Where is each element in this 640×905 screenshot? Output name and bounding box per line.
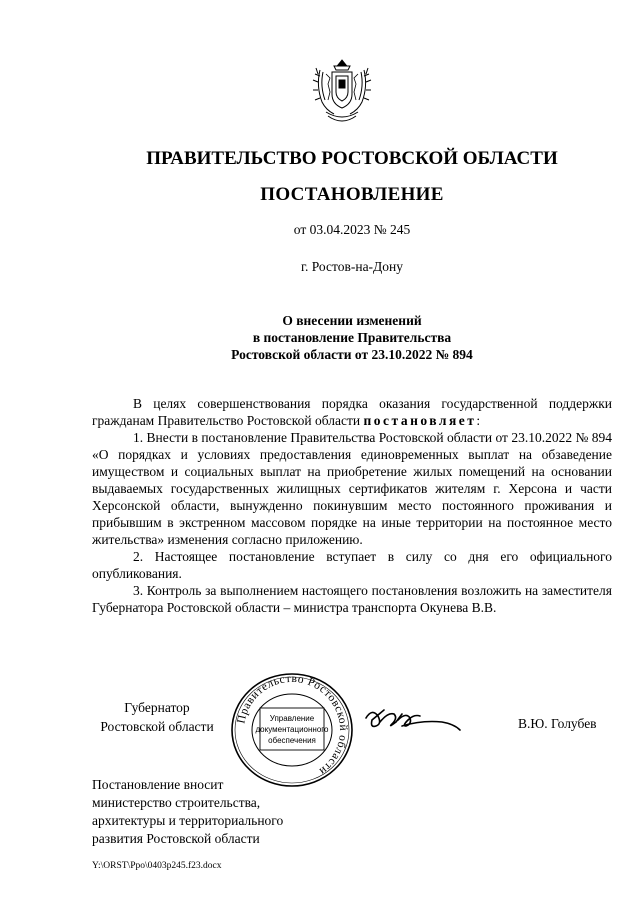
document-date-number: от 03.04.2023 № 245: [293, 222, 411, 237]
stamp-inner-line: Управление: [269, 714, 315, 723]
stamp-inner-line: обеспечения: [268, 736, 316, 745]
document-type: ПОСТАНОВЛЕНИЕ: [260, 184, 444, 205]
preamble-text: В целях совершенствования порядка оказания государственной поддержки гражданам Правительство Ростовской области: [92, 396, 612, 428]
signatory-title: [92, 698, 222, 736]
item-1-paragraph: 1. Внести в постановление Правительства Ростовской области от 23.10.2022 № 894 «О порядках и условиях предоставления единовременных выплат на обзаведение имуществом и социальных выплат на приобретение жилых помещений на основании выдаваемых государственных жилищных сертификатов жителям г. Херсона и части Херсонской области, вынужденно покинувшим место постоянного проживания и прибывшим в экстренном массовом порядке на иные территории на постоянное место жительства» изменения согласно приложению.: [92, 430, 612, 547]
footer-line: Постановление вносит: [92, 777, 224, 792]
document-city: г. Ростов-на-Дону: [300, 259, 403, 274]
decree-verb: постановляет: [363, 413, 477, 428]
preamble-paragraph: [92, 395, 612, 429]
subject-line: О внесении изменений: [282, 313, 422, 328]
document-body: [92, 395, 612, 616]
handwritten-signature-icon: [362, 700, 462, 736]
subject-line: в постановление Правительства: [252, 330, 452, 345]
footer-line: развития Ростовской области: [92, 831, 260, 846]
footer-line: архитектуры и территориального: [92, 813, 284, 828]
stamp-inner-line: документационного: [255, 725, 329, 734]
signatory-title-line: Ростовской области: [100, 719, 214, 734]
signatory-name: В.Ю. Голубев: [518, 716, 597, 731]
file-path: Y:\ORST\Ppo\0403p245.f23.docx: [92, 861, 222, 871]
footer-line: министерство строительства,: [92, 795, 261, 810]
preamble-end: :: [476, 413, 481, 428]
coat-of-arms-icon: [312, 56, 372, 128]
submitting-body-note: [92, 776, 283, 848]
official-stamp-icon: [226, 670, 358, 790]
item-2-paragraph: 2. Настоящее постановление вступает в силу со дня его официального опубликования.: [92, 549, 612, 581]
signatory-title-line: Губернатор: [124, 700, 190, 715]
stamp-ring-text: Правительство Ростовской области: [235, 672, 350, 778]
document-subject: [92, 312, 612, 363]
subject-line: Ростовской области от 23.10.2022 № 894: [231, 347, 473, 362]
government-name: ПРАВИТЕЛЬСТВО РОСТОВСКОЙ ОБЛАСТИ: [146, 148, 558, 169]
item-3-paragraph: 3. Контроль за выполнением настоящего постановления возложить на заместителя Губернатора Ростовской области – министра транспорта Окунева В.В.: [92, 583, 612, 615]
